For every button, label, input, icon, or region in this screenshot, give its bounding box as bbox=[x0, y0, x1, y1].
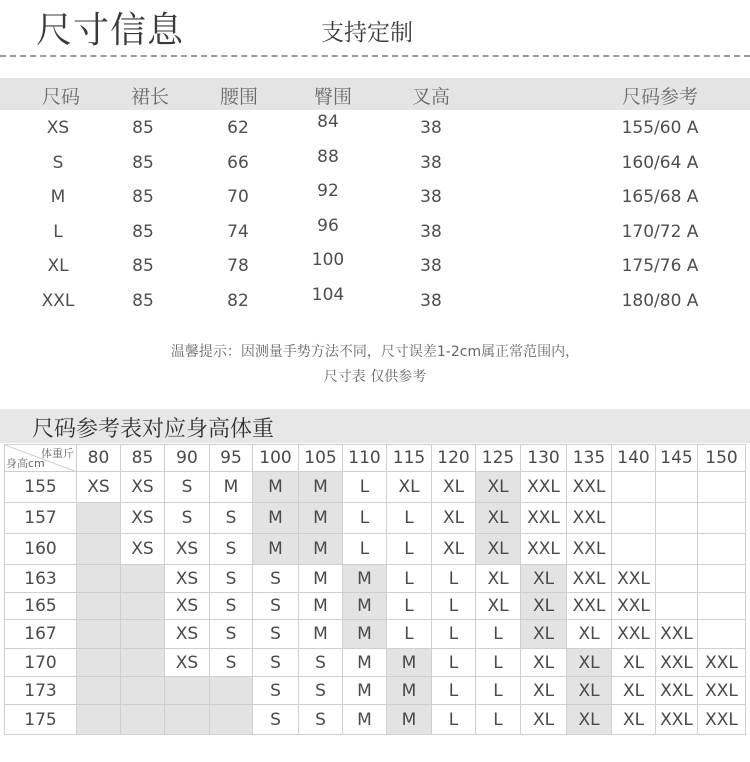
size-cell: M bbox=[299, 593, 343, 620]
size-cell: XS bbox=[121, 472, 165, 503]
size-cell: M bbox=[343, 565, 387, 593]
size-cell bbox=[77, 534, 121, 565]
size-cell: XS bbox=[165, 649, 210, 677]
size-cell: XL bbox=[476, 503, 521, 534]
height-header: 160 bbox=[5, 534, 77, 565]
size-cell: S bbox=[253, 565, 299, 593]
dashed-divider bbox=[0, 55, 750, 57]
size-cell-waist: 82 bbox=[227, 290, 249, 311]
size-cell-hip: 100 bbox=[311, 250, 345, 270]
corner-weight-label: 体重斤 bbox=[41, 447, 74, 460]
size-cell: XS bbox=[165, 565, 210, 593]
size-cell: S bbox=[253, 593, 299, 620]
weight-header: 95 bbox=[210, 445, 253, 472]
size-cell: S bbox=[210, 593, 253, 620]
size-cell bbox=[656, 593, 698, 620]
size-cell: XL bbox=[612, 705, 656, 735]
table-row bbox=[5, 677, 746, 705]
table-row bbox=[5, 503, 746, 534]
size-cell: M bbox=[343, 677, 387, 705]
size-cell: L bbox=[432, 593, 476, 620]
size-cell: L bbox=[476, 677, 521, 705]
corner-height-label: 身高cm bbox=[6, 457, 45, 470]
weight-header: 140 bbox=[612, 445, 656, 472]
table-row bbox=[5, 472, 746, 503]
size-cell bbox=[612, 534, 656, 565]
size-cell: L bbox=[432, 565, 476, 593]
size-cell: M bbox=[210, 472, 253, 503]
size-cell: XL bbox=[476, 534, 521, 565]
size-cell: XS bbox=[121, 503, 165, 534]
size-cell: XL bbox=[521, 593, 567, 620]
height-header: 163 bbox=[5, 565, 77, 593]
size-cell-length: 85 bbox=[132, 187, 154, 207]
col-size-ref: 尺码参考 bbox=[622, 86, 699, 108]
size-cell: XL bbox=[476, 565, 521, 593]
size-reference-table bbox=[4, 444, 746, 735]
size-cell bbox=[121, 620, 165, 649]
table-row bbox=[5, 565, 746, 593]
size-cell: M bbox=[387, 649, 432, 677]
weight-header: 110 bbox=[343, 445, 387, 472]
size-cell: L bbox=[387, 620, 432, 649]
col-hip: 臀围 bbox=[314, 86, 353, 108]
custom-support-label: 支持定制 bbox=[321, 20, 413, 46]
size-cell: L bbox=[343, 503, 387, 534]
size-cell: S bbox=[210, 565, 253, 593]
size-cell: XL bbox=[567, 677, 612, 705]
size-cell: L bbox=[432, 705, 476, 735]
weight-header: 80 bbox=[77, 445, 121, 472]
size-cell-hip: 96 bbox=[317, 215, 339, 236]
size-cell bbox=[77, 677, 121, 705]
size-cell: XL bbox=[521, 677, 567, 705]
size-cell-waist: 74 bbox=[227, 221, 249, 242]
size-cell: L bbox=[387, 593, 432, 620]
size-cell: XXL bbox=[567, 593, 612, 620]
size-cell: XS bbox=[165, 593, 210, 620]
size-cell-rise: 38 bbox=[420, 221, 442, 242]
size-cell bbox=[698, 620, 746, 649]
size-cell: XL bbox=[432, 503, 476, 534]
size-cell: S bbox=[299, 677, 343, 705]
size-cell: M bbox=[299, 620, 343, 649]
size-cell: XXL bbox=[612, 620, 656, 649]
size-cell-hip: 92 bbox=[317, 181, 339, 201]
size-cell: XL bbox=[567, 705, 612, 735]
size-cell: M bbox=[343, 620, 387, 649]
table-row bbox=[5, 620, 746, 649]
size-cell-size: M bbox=[50, 187, 66, 207]
size-cell: S bbox=[165, 472, 210, 503]
size-cell: S bbox=[253, 705, 299, 735]
size-cell: XL bbox=[476, 472, 521, 503]
size-cell-rise: 38 bbox=[420, 256, 442, 276]
size-cell bbox=[121, 593, 165, 620]
size-cell bbox=[656, 534, 698, 565]
size-cell: M bbox=[299, 534, 343, 565]
height-header: 173 bbox=[5, 677, 77, 705]
size-cell-hip: 104 bbox=[311, 284, 345, 305]
size-cell: M bbox=[253, 472, 299, 503]
size-cell-waist: 70 bbox=[227, 187, 249, 207]
size-cell-waist: 66 bbox=[227, 152, 249, 173]
size-cell bbox=[77, 620, 121, 649]
size-cell-waist: 62 bbox=[227, 118, 249, 138]
size-cell bbox=[698, 472, 746, 503]
size-cell: XL bbox=[432, 534, 476, 565]
size-cell bbox=[698, 534, 746, 565]
size-cell bbox=[210, 677, 253, 705]
size-cell bbox=[77, 649, 121, 677]
size-cell-size: XXL bbox=[41, 290, 75, 311]
size-cell: XXL bbox=[521, 503, 567, 534]
size-cell bbox=[77, 593, 121, 620]
tip-note: 尺寸表 仅供参考 bbox=[323, 369, 427, 385]
size-cell: XL bbox=[612, 677, 656, 705]
size-cell: XL bbox=[567, 649, 612, 677]
table-row bbox=[5, 534, 746, 565]
size-cell: M bbox=[299, 472, 343, 503]
size-cell: XS bbox=[77, 472, 121, 503]
size-cell-ref: 180/80 A bbox=[621, 290, 699, 311]
weight-header: 100 bbox=[253, 445, 299, 472]
tip-text: 温馨提示：因测量手势方法不同，尺寸误差1-2cm属正常范围内， bbox=[170, 344, 580, 360]
size-cell-length: 85 bbox=[132, 290, 154, 311]
size-cell: S bbox=[210, 620, 253, 649]
size-cell: XL bbox=[521, 649, 567, 677]
size-cell: M bbox=[343, 705, 387, 735]
size-cell: XL bbox=[521, 620, 567, 649]
table-row bbox=[5, 705, 746, 735]
size-cell: M bbox=[299, 503, 343, 534]
weight-header: 130 bbox=[521, 445, 567, 472]
table-corner bbox=[5, 445, 77, 472]
size-cell bbox=[121, 649, 165, 677]
height-header: 175 bbox=[5, 705, 77, 735]
size-cell-length: 85 bbox=[132, 256, 154, 276]
size-cell: L bbox=[387, 503, 432, 534]
size-cell: S bbox=[299, 705, 343, 735]
size-cell-size: XL bbox=[47, 256, 69, 276]
height-header: 170 bbox=[5, 649, 77, 677]
size-cell: XXL bbox=[567, 534, 612, 565]
weight-header: 90 bbox=[165, 445, 210, 472]
size-cell bbox=[698, 593, 746, 620]
size-cell-ref: 165/68 A bbox=[621, 187, 699, 207]
size-cell: S bbox=[299, 649, 343, 677]
size-cell: XXL bbox=[698, 705, 746, 735]
size-cell: XL bbox=[432, 472, 476, 503]
size-cell-waist: 78 bbox=[227, 256, 249, 276]
size-cell-ref: 155/60 A bbox=[621, 118, 699, 138]
weight-header: 150 bbox=[698, 445, 746, 472]
size-cell-length: 85 bbox=[132, 221, 154, 242]
size-cell bbox=[121, 677, 165, 705]
weight-header: 115 bbox=[387, 445, 432, 472]
size-cell-ref: 175/76 A bbox=[621, 256, 699, 276]
size-cell: L bbox=[343, 534, 387, 565]
size-cell-rise: 38 bbox=[420, 118, 442, 138]
size-cell bbox=[612, 472, 656, 503]
size-cell-rise: 38 bbox=[420, 152, 442, 173]
size-cell: M bbox=[343, 649, 387, 677]
size-cell bbox=[656, 503, 698, 534]
size-cell: M bbox=[343, 593, 387, 620]
size-cell: XXL bbox=[656, 649, 698, 677]
size-cell-length: 85 bbox=[132, 152, 154, 173]
size-cell: XL bbox=[476, 593, 521, 620]
size-cell: S bbox=[165, 503, 210, 534]
size-cell: XS bbox=[121, 534, 165, 565]
weight-header: 105 bbox=[299, 445, 343, 472]
size-cell: S bbox=[210, 534, 253, 565]
size-cell: S bbox=[210, 649, 253, 677]
size-cell: XL bbox=[521, 705, 567, 735]
size-cell: XXL bbox=[656, 620, 698, 649]
col-size: 尺码 bbox=[42, 86, 81, 108]
size-cell: XL bbox=[521, 565, 567, 593]
size-cell: XXL bbox=[612, 593, 656, 620]
height-header: 157 bbox=[5, 503, 77, 534]
size-cell: M bbox=[299, 565, 343, 593]
size-cell: S bbox=[253, 649, 299, 677]
size-cell: L bbox=[432, 620, 476, 649]
size-table-header bbox=[0, 78, 750, 110]
size-cell-size: S bbox=[52, 152, 64, 173]
size-cell bbox=[656, 472, 698, 503]
size-cell bbox=[165, 677, 210, 705]
size-cell: XXL bbox=[698, 649, 746, 677]
size-cell: L bbox=[432, 677, 476, 705]
size-cell-size: XS bbox=[46, 118, 70, 138]
size-cell bbox=[210, 705, 253, 735]
size-cell: L bbox=[387, 565, 432, 593]
page-title: 尺寸信息 bbox=[36, 10, 185, 51]
size-cell: L bbox=[343, 472, 387, 503]
size-cell bbox=[698, 565, 746, 593]
size-cell: M bbox=[387, 677, 432, 705]
size-cell-ref: 170/72 A bbox=[621, 221, 699, 242]
size-cell: M bbox=[387, 705, 432, 735]
size-cell-length: 85 bbox=[132, 118, 154, 138]
weight-header: 120 bbox=[432, 445, 476, 472]
size-cell: L bbox=[432, 649, 476, 677]
size-cell bbox=[165, 705, 210, 735]
size-cell: XL bbox=[567, 620, 612, 649]
weight-header: 145 bbox=[656, 445, 698, 472]
table-row bbox=[5, 593, 746, 620]
col-waist: 腰围 bbox=[220, 86, 259, 108]
size-cell bbox=[121, 705, 165, 735]
size-cell-size: L bbox=[53, 221, 63, 242]
col-rise: 叉高 bbox=[412, 86, 451, 108]
ref-table-title: 尺码参考表对应身高体重 bbox=[32, 417, 275, 442]
size-cell bbox=[77, 503, 121, 534]
size-cell bbox=[77, 565, 121, 593]
size-cell bbox=[698, 503, 746, 534]
table-row bbox=[5, 649, 746, 677]
size-cell: S bbox=[210, 503, 253, 534]
col-length: 裙长 bbox=[131, 86, 170, 108]
size-cell: XXL bbox=[521, 534, 567, 565]
size-cell: XXL bbox=[656, 705, 698, 735]
size-cell: XXL bbox=[567, 565, 612, 593]
ref-table-header bbox=[0, 409, 750, 443]
size-cell-rise: 38 bbox=[420, 187, 442, 207]
size-cell-ref: 160/64 A bbox=[621, 152, 699, 173]
size-cell-hip: 84 bbox=[317, 112, 339, 132]
height-header: 165 bbox=[5, 593, 77, 620]
size-cell: XXL bbox=[567, 472, 612, 503]
size-cell: XS bbox=[165, 620, 210, 649]
size-cell bbox=[121, 565, 165, 593]
size-cell-hip: 88 bbox=[317, 146, 339, 167]
size-cell: XXL bbox=[656, 677, 698, 705]
height-header: 167 bbox=[5, 620, 77, 649]
size-cell-rise: 38 bbox=[420, 290, 442, 311]
size-cell: XXL bbox=[612, 565, 656, 593]
size-cell: M bbox=[253, 534, 299, 565]
height-header: 155 bbox=[5, 472, 77, 503]
size-cell: S bbox=[253, 677, 299, 705]
size-cell: XS bbox=[165, 534, 210, 565]
size-cell: L bbox=[476, 649, 521, 677]
size-cell: L bbox=[476, 620, 521, 649]
size-cell: L bbox=[476, 705, 521, 735]
size-cell: L bbox=[387, 534, 432, 565]
size-cell bbox=[77, 705, 121, 735]
size-cell bbox=[656, 565, 698, 593]
size-cell: XXL bbox=[698, 677, 746, 705]
size-cell: M bbox=[253, 503, 299, 534]
weight-header: 85 bbox=[121, 445, 165, 472]
weight-header: 135 bbox=[567, 445, 612, 472]
size-cell: XL bbox=[612, 649, 656, 677]
size-cell: XXL bbox=[567, 503, 612, 534]
size-cell: XL bbox=[387, 472, 432, 503]
size-cell: XXL bbox=[521, 472, 567, 503]
size-cell bbox=[612, 503, 656, 534]
size-cell: S bbox=[253, 620, 299, 649]
weight-header: 125 bbox=[476, 445, 521, 472]
